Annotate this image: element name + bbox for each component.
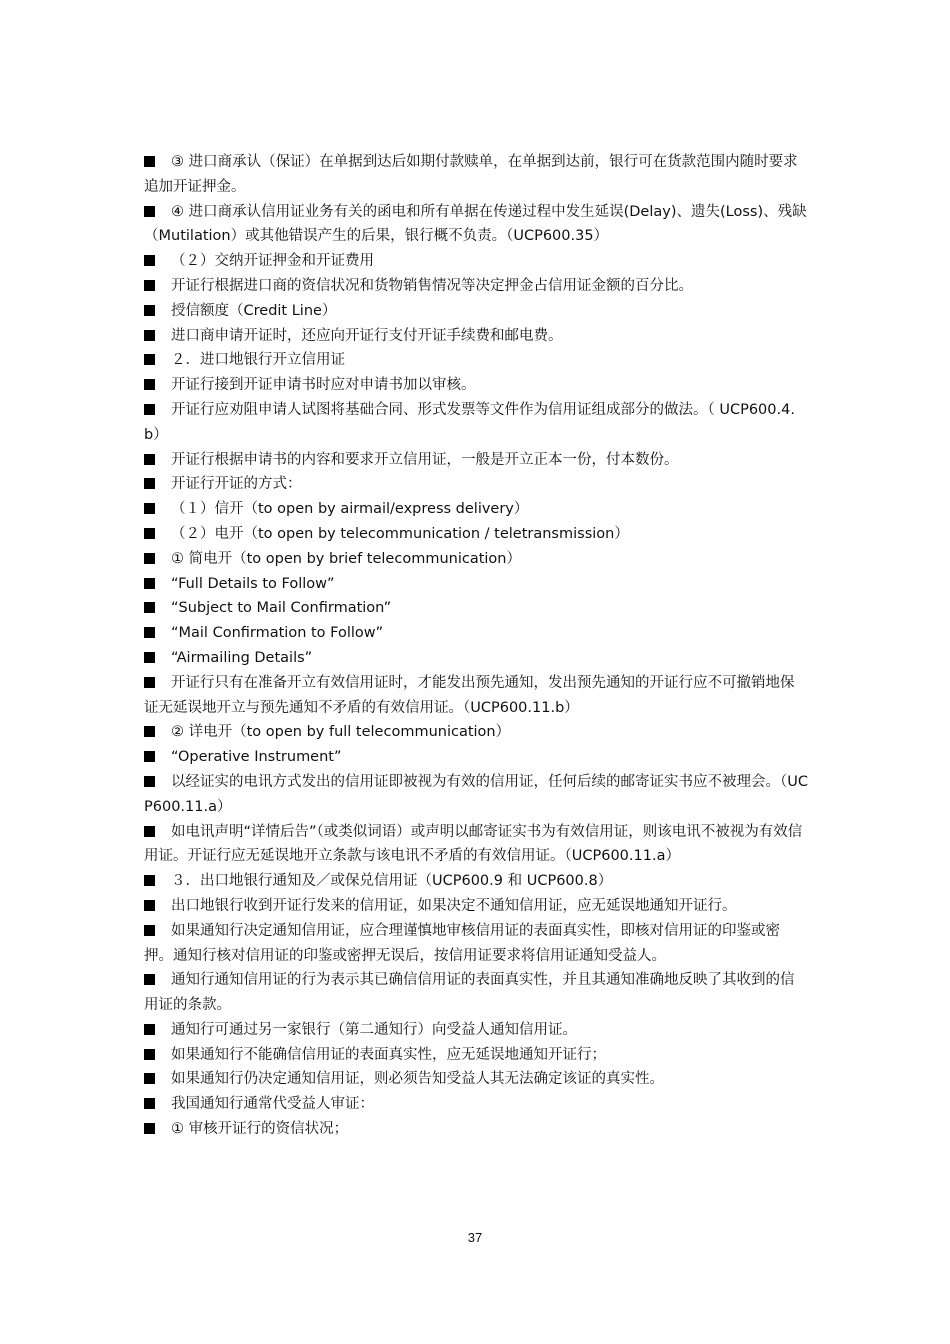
paragraph-text: ① 简电开（to open by brief telecommunication） [171,550,521,567]
paragraph-text: “Mail Confirmation to Follow” [171,625,384,642]
paragraph-text: （２）交纳开证押金和开证费用 [171,253,374,270]
paragraph-text: 如果通知行仍决定通知信用证，则必须告知受益人其无法确定该证的真实性。 [171,1071,664,1088]
square-bullet-icon [144,677,155,688]
bullet-paragraph [144,968,808,1018]
square-bullet-icon [144,875,155,886]
paragraph-text: （２）电开（to open by telecommunication / teletransmission） [171,525,629,542]
paragraph-text: 开证行应劝阻申请人试图将基础合同、形式发票等文件作为信用证组成部分的做法。（ UCP600.4.b） [144,401,795,443]
square-bullet-icon [144,925,155,936]
paragraph-text: ２．进口地银行开立信用证 [171,352,345,369]
square-bullet-icon [144,751,155,762]
paragraph-text: “Operative Instrument” [171,749,342,766]
bullet-paragraph [144,1092,808,1117]
square-bullet-icon [144,578,155,589]
square-bullet-icon [144,974,155,985]
square-bullet-icon [144,1123,155,1134]
bullet-paragraph [144,547,808,572]
paragraph-text: 开证行开证的方式： [171,476,302,493]
bullet-paragraph [144,1018,808,1043]
bullet-paragraph [144,1067,808,1092]
square-bullet-icon [144,726,155,737]
bullet-paragraph [144,200,808,250]
bullet-paragraph [144,820,808,870]
bullet-paragraph [144,373,808,398]
paragraph-text: 我国通知行通常代受益人审证： [171,1096,374,1113]
bullet-paragraph [144,919,808,969]
paragraph-text: （１）信开（to open by airmail/express delivery） [171,501,529,518]
paragraph-text: ① 审核开证行的资信状况； [171,1121,349,1138]
bullet-paragraph [144,522,808,547]
square-bullet-icon [144,156,155,167]
paragraph-text: ３．出口地银行通知及／或保兑信用证（UCP600.9 和 UCP600.8） [171,873,613,890]
bullet-paragraph [144,1043,808,1068]
bullet-paragraph [144,720,808,745]
bullet-paragraph [144,299,808,324]
bullet-paragraph [144,398,808,448]
square-bullet-icon [144,1024,155,1035]
bullet-paragraph [144,745,808,770]
square-bullet-icon [144,602,155,613]
square-bullet-icon [144,776,155,787]
bullet-paragraph [144,324,808,349]
square-bullet-icon [144,478,155,489]
paragraph-text: 出口地银行收到开证行发来的信用证，如果决定不通知信用证，应无延误地通知开证行。 [171,897,737,914]
page-number: 37 [467,1230,483,1245]
bullet-paragraph [144,1117,808,1142]
bullet-paragraph [144,596,808,621]
square-bullet-icon [144,1098,155,1109]
square-bullet-icon [144,206,155,217]
bullet-paragraph [144,249,808,274]
bullet-paragraph [144,621,808,646]
square-bullet-icon [144,454,155,465]
square-bullet-icon [144,1049,155,1060]
square-bullet-icon [144,354,155,365]
bullet-paragraph [144,274,808,299]
paragraph-text: 以经证实的电讯方式发出的信用证即被视为有效的信用证，任何后续的邮寄证实书应不被理会。（UCP600.11.a） [144,773,808,815]
bullet-paragraph [144,894,808,919]
paragraph-text: “Full Details to Follow” [171,575,335,592]
paragraph-text: 通知行通知信用证的行为表示其已确信信用证的表面真实性，并且其通知准确地反映了其收到的信用证的条款。 [144,972,795,1014]
bullet-paragraph [144,472,808,497]
paragraph-text: “Airmailing Details” [171,649,313,666]
paragraph-text: 进口商申请开证时，还应向开证行支付开证手续费和邮电费。 [171,327,563,344]
square-bullet-icon [144,280,155,291]
square-bullet-icon [144,528,155,539]
paragraph-text: 开证行根据申请书的内容和要求开立信用证，一般是开立正本一份，付本数份。 [171,451,679,468]
paragraph-text: 如电讯声明“详情后告”（或类似词语）或声明以邮寄证实书为有效信用证，则该电讯不被视为有效信用证。开证行应无延误地开立条款与该电讯不矛盾的有效信用证。（UCP600.11.a） [144,823,803,865]
square-bullet-icon [144,826,155,837]
paragraph-text: 开证行接到开证申请书时应对申请书加以审核。 [171,377,476,394]
paragraph-text: ② 详电开（to open by full telecommunication） [171,724,511,741]
bullet-paragraph [144,869,808,894]
paragraph-text: 通知行可通过另一家银行（第二通知行）向受益人通知信用证。 [171,1021,577,1038]
square-bullet-icon [144,255,155,266]
square-bullet-icon [144,553,155,564]
paragraph-text: 如果通知行不能确信信用证的表面真实性，应无延误地通知开证行； [171,1046,606,1063]
bullet-paragraph [144,150,808,200]
paragraph-text: 授信额度（Credit Line） [171,302,337,319]
paragraph-text: ④ 进口商承认信用证业务有关的函电和所有单据在传递过程中发生延误(Delay)、遗失(Loss)、残缺（Mutilation）或其他错误产生的后果，银行概不负责。（UCP600.35） [144,203,807,245]
bullet-paragraph [144,497,808,522]
square-bullet-icon [144,1073,155,1084]
square-bullet-icon [144,305,155,316]
paragraph-text: “Subject to Mail Confirmation” [171,600,392,617]
square-bullet-icon [144,330,155,341]
square-bullet-icon [144,652,155,663]
document-body [144,150,808,1142]
paragraph-text: 开证行只有在准备开立有效信用证时，才能发出预先通知，发出预先通知的开证行应不可撤销地保证无延误地开立与预先通知不矛盾的有效信用证。（UCP600.11.b） [144,674,795,716]
paragraph-text: 开证行根据进口商的资信状况和货物销售情况等决定押金占信用证金额的百分比。 [171,277,693,294]
bullet-paragraph [144,646,808,671]
square-bullet-icon [144,627,155,638]
paragraph-text: 如果通知行决定通知信用证，应合理谨慎地审核信用证的表面真实性，即核对信用证的印鉴或密押。通知行核对信用证的印鉴或密押无误后，按信用证要求将信用证通知受益人。 [144,922,780,964]
bullet-paragraph [144,770,808,820]
square-bullet-icon [144,404,155,415]
square-bullet-icon [144,503,155,514]
paragraph-text: ③ 进口商承认（保证）在单据到达后如期付款赎单，在单据到达前，银行可在货款范围内随时要求追加开证押金。 [144,154,798,195]
bullet-paragraph [144,671,808,721]
square-bullet-icon [144,900,155,911]
bullet-paragraph [144,448,808,473]
square-bullet-icon [144,379,155,390]
bullet-paragraph [144,572,808,597]
bullet-paragraph [144,348,808,373]
